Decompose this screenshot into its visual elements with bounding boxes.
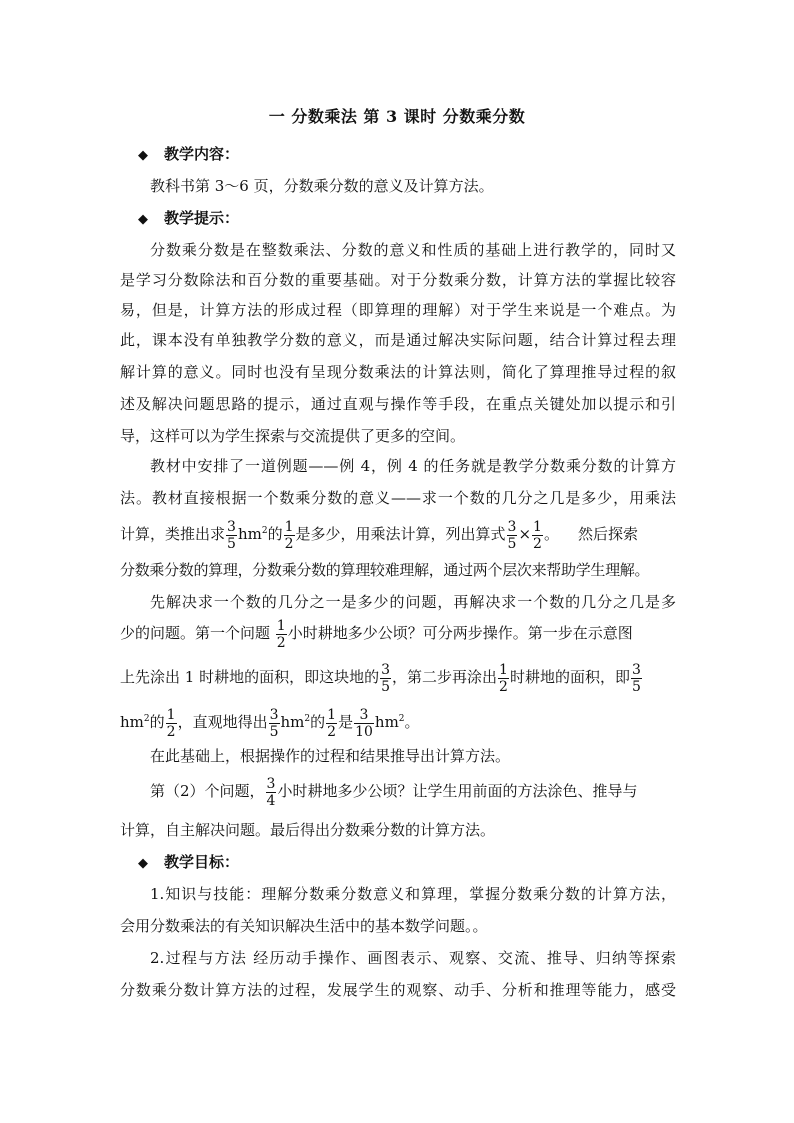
content-text: 教科书第 3～6 页，分数乘分数的意义及计算方法。 <box>150 177 494 195</box>
paragraph-line: 法。教材直接根据一个数乘分数的意义——求一个数的几分之几是多少，用乘法 <box>120 489 676 507</box>
paragraph-line: 会用分数乘法的有关知识解决生活中的基本数学问题。。 <box>120 917 488 935</box>
paragraph-line: 教材中安排了一道例题——例 4，例 4 的任务就是教学分数乘分数的计算方 <box>150 457 676 475</box>
formula-line: 少的问题。第一个问题 $\frac{1}{2}$ 小时耕地多少公顷？可分两步操作。第一步在示意图 <box>120 617 633 651</box>
paragraph-line: 在此基础上，根据操作的过程和结果推导出计算方法。 <box>150 747 511 765</box>
formula-line: 第（2）个问题， $\frac{3}{4}$ 小时耕地多少公顷？让学生用前面的方法涂色、推导与 <box>150 775 638 809</box>
formula-line: 上先涂出 1 时耕地的面积，即这块地的 $\frac{3}{5}$ ，第二步再涂出 $\frac{1}{2}$ 时耕地的面积，即 $\frac{3}{5}$ <box>120 661 641 695</box>
fraction: $\frac{3}{4}$ <box>266 775 276 809</box>
fraction: $\frac{1}{2}$ <box>284 518 294 552</box>
paragraph-line: 2.过程与方法 经历动手操作、画图表示、观察、交流、推导、归纳等探索 <box>150 949 676 967</box>
paragraph-line: 是学习分数除法和百分数的重要基础。对于分数乘分数，计算方法的掌握比较容 <box>120 271 676 289</box>
fraction: $\frac{3}{10}$ <box>355 706 373 740</box>
section-heading-content: ◆ 教学内容： <box>138 144 694 166</box>
fraction: $\frac{1}{2}$ <box>327 706 337 740</box>
section-heading-hints: ◆ 教学提示： <box>138 208 694 230</box>
fraction: $\frac{1}{2}$ <box>166 706 176 740</box>
paragraph-line: 此，课本没有单独教学分数的意义，而是通过解决实际问题，结合计算过程去理 <box>120 331 676 349</box>
formula-line: 计算，类推出求 $\frac{3}{5}$ $hm^2$的 $\frac{1}{2}$ 是多少，用乘法计算，列出算式 $\frac{3}{5}$ × $\frac{1}{2}$ 。 然后探索 <box>120 518 639 552</box>
paragraph-line: 述及解决问题思路的提示，通过直观与操作等手段，在重点关键处加以提示和引 <box>120 395 676 413</box>
fraction: $\frac{1}{2}$ <box>276 617 286 651</box>
paragraph-line: 易，但是，计算方法的形成过程（即算理的理解）对于学生来说是一个难点。为 <box>120 301 676 319</box>
section-heading-goals: ◆ 教学目标： <box>138 852 694 874</box>
fraction: $\frac{3}{5}$ <box>631 661 641 695</box>
page-title: 一 分数乘法 第 3 课时 分数乘分数 <box>268 107 526 126</box>
paragraph-line: 分数乘分数计算方法的过程，发展学生的观察、动手、分析和推理等能力，感受 <box>120 981 676 999</box>
paragraph-line: 计算，自主解决问题。最后得出分数乘分数的计算方法。 <box>120 821 496 839</box>
fraction: $\frac{3}{5}$ <box>507 518 517 552</box>
paragraph-line: 1.知识与技能：理解分数乘分数意义和算理，掌握分数乘分数的计算方法， <box>150 885 676 903</box>
diamond-bullet-icon: ◆ <box>138 856 148 871</box>
fraction: $\frac{3}{5}$ <box>381 661 391 695</box>
paragraph-line: 导，这样可以为学生探索与交流提供了更多的空间。 <box>120 427 466 445</box>
paragraph-line: 先解决求一个数的几分之一是多少的问题，再解决求一个数的几分之几是多 <box>150 593 676 611</box>
diamond-bullet-icon: ◆ <box>138 212 148 227</box>
diamond-bullet-icon: ◆ <box>138 148 148 163</box>
fraction: $\frac{1}{2}$ <box>499 661 508 695</box>
fraction: $\frac{3}{5}$ <box>227 518 236 552</box>
fraction: $\frac{1}{2}$ <box>533 518 542 552</box>
fraction: $\frac{3}{5}$ <box>269 706 279 740</box>
paragraph-line: 分数乘分数是在整数乘法、分数的意义和性质的基础上进行教学的，同时又 <box>150 241 676 259</box>
formula-line: $hm^2$的 $\frac{1}{2}$ ，直观地得出 $\frac{3}{5}$ $hm^2$的 $\frac{1}{2}$ 是 $\frac{3}{10}$ $hm^2$。 <box>120 706 420 740</box>
paragraph-line: 解计算的意义。同时也没有呈现分数乘法的计算法则，简化了算理推导过程的叙 <box>120 363 676 381</box>
paragraph-line: 分数乘分数的算理，分数乘分数的算理较难理解，通过两个层次来帮助学生理解。 <box>120 561 650 579</box>
